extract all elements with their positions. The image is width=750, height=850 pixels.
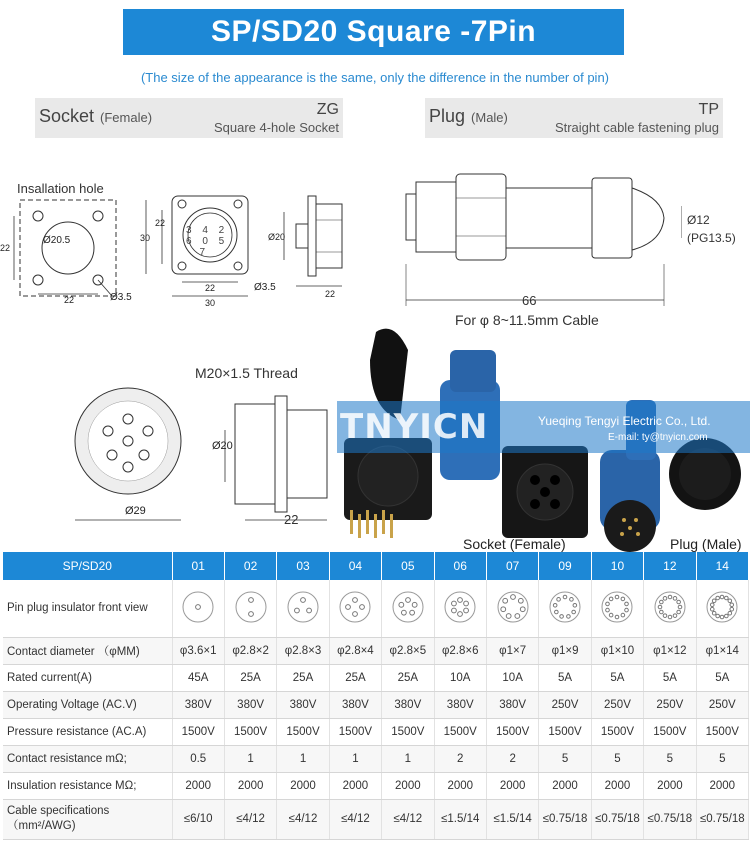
socket-type-box: [35, 98, 343, 138]
spec-cell: 380V: [224, 691, 276, 718]
spec-cell: 250V: [539, 691, 591, 718]
socket-width-22: 22: [205, 283, 216, 293]
spec-cell: ≤0.75/18: [644, 799, 696, 839]
spec-cell: 2000: [277, 772, 329, 799]
socket-width-30: 30: [205, 298, 216, 308]
pin-front-view-icon: [644, 580, 696, 637]
socket-description: Square 4-hole Socket: [213, 120, 339, 135]
spec-cell: 1500V: [224, 718, 276, 745]
spec-row: [3, 718, 749, 745]
spec-column-header: 02: [224, 552, 276, 580]
hole-small-label: Ø3.5: [110, 292, 132, 303]
spec-cell: 2000: [434, 772, 486, 799]
spec-cell: 1: [329, 745, 381, 772]
spec-column-header: 14: [696, 552, 748, 580]
spec-row-label: Cable specifications（mm²/AWG): [3, 799, 172, 839]
plug-description: Straight cable fastening plug: [554, 120, 719, 135]
spec-cell: 25A: [224, 664, 276, 691]
spec-cell: 5A: [644, 664, 696, 691]
plug-type-box: [425, 98, 723, 138]
brand-company: Yueqing Tengyi Electric Co., Ltd.: [538, 414, 711, 428]
pin-front-view-icon: [382, 580, 434, 637]
spec-cell: ≤6/10: [172, 799, 224, 839]
pin-front-view-icon: [591, 580, 643, 637]
spec-cell: ≤0.75/18: [591, 799, 643, 839]
spec-row-label: Contact diameter （φMM): [3, 637, 172, 664]
spec-column-header: 12: [644, 552, 696, 580]
socket-side-hole: Ø3.5: [254, 282, 276, 293]
spec-column-header: 07: [486, 552, 538, 580]
socket-side-drawing: [270, 190, 345, 300]
plug-gender: (Male): [471, 110, 508, 125]
spec-row-label: Insulation resistance MΩ;: [3, 772, 172, 799]
spec-cell: 2: [434, 745, 486, 772]
cable-note: For φ 8~11.5mm Cable: [455, 312, 599, 328]
spec-cell: 1500V: [329, 718, 381, 745]
spec-cell: 1500V: [644, 718, 696, 745]
spec-cell: φ1×14: [696, 637, 748, 664]
face-diameter-label: Ø29: [125, 505, 146, 517]
spec-cell: 0.5: [172, 745, 224, 772]
socket-gender: (Female): [100, 110, 153, 125]
spec-cell: 2000: [329, 772, 381, 799]
spec-cell: 1: [277, 745, 329, 772]
section-width-label: 22: [284, 512, 299, 527]
spec-header-label: SP/SD20: [3, 552, 172, 580]
plug-name: Plug (Male): [429, 106, 508, 126]
photo-plug-label: Plug (Male): [670, 536, 742, 552]
plug-pg-label: (PG13.5): [687, 231, 736, 245]
page-title: SP/SD20 Square -7Pin: [123, 9, 624, 55]
spec-cell: ≤4/12: [382, 799, 434, 839]
spec-column-header: 03: [277, 552, 329, 580]
spec-cell: 45A: [172, 664, 224, 691]
spec-row-label: Rated current(A): [3, 664, 172, 691]
spec-cell: 5: [539, 745, 591, 772]
spec-cell: 5A: [696, 664, 748, 691]
page-subtitle: (The size of the appearance is the same, only the difference in the number of pin): [140, 70, 610, 85]
spec-cell: 2000: [696, 772, 748, 799]
spec-cell: ≤4/12: [224, 799, 276, 839]
pin-front-view-icon: [172, 580, 224, 637]
spec-cell: 1500V: [486, 718, 538, 745]
spec-row-label: Pin plug insulator front view: [3, 580, 172, 637]
spec-cell: 380V: [329, 691, 381, 718]
spec-row-label: Pressure resistance (AC.A): [3, 718, 172, 745]
socket-name: Socket (Female): [39, 106, 153, 126]
hole-diameter-label: Ø20.5: [43, 235, 71, 246]
pin-front-view-icon: [696, 580, 748, 637]
spec-cell: 2000: [172, 772, 224, 799]
spec-cell: 25A: [277, 664, 329, 691]
spec-cell: φ2.8×3: [277, 637, 329, 664]
spec-cell: 380V: [382, 691, 434, 718]
photo-socket-label: Socket (Female): [463, 536, 566, 552]
spec-cell: φ1×7: [486, 637, 538, 664]
plug-side-drawing: [402, 168, 682, 308]
socket-height-30: 30: [140, 233, 151, 243]
spec-cell: 2000: [539, 772, 591, 799]
spec-cell: 5: [696, 745, 748, 772]
spec-cell: 2000: [644, 772, 696, 799]
spec-cell: 10A: [434, 664, 486, 691]
hole-width-label: 22: [64, 295, 75, 305]
spec-cell: 5: [644, 745, 696, 772]
socket-pin-numbers: 3 4 2 6 0 5 7: [186, 225, 229, 258]
spec-row: [3, 637, 749, 664]
spec-column-header: 09: [539, 552, 591, 580]
spec-column-header: 05: [382, 552, 434, 580]
plug-length-label: 66: [522, 293, 537, 308]
spec-cell: φ2.8×4: [329, 637, 381, 664]
spec-cell: 380V: [486, 691, 538, 718]
spec-cell: ≤4/12: [277, 799, 329, 839]
spec-cell: 1500V: [434, 718, 486, 745]
spec-cell: 2: [486, 745, 538, 772]
spec-cell: 1500V: [277, 718, 329, 745]
spec-row-label: Operating Voltage (AC.V): [3, 691, 172, 718]
spec-cell: 5A: [591, 664, 643, 691]
pin-front-view-icon: [539, 580, 591, 637]
spec-column-header: 01: [172, 552, 224, 580]
spec-table: [3, 552, 749, 840]
plug-dia-label: Ø12: [687, 213, 710, 227]
spec-cell: ≤0.75/18: [696, 799, 748, 839]
socket-height-22: 22: [155, 218, 166, 228]
spec-cell: 1: [382, 745, 434, 772]
plug-code: TP: [698, 101, 719, 118]
spec-column-header: 04: [329, 552, 381, 580]
pin-front-view-icon: [486, 580, 538, 637]
spec-cell: 2000: [591, 772, 643, 799]
spec-column-header: 06: [434, 552, 486, 580]
hole-height-label: 22: [0, 243, 11, 253]
spec-cell: φ2.8×6: [434, 637, 486, 664]
spec-row: [3, 691, 749, 718]
spec-cell: 1500V: [172, 718, 224, 745]
thread-label: M20×1.5 Thread: [195, 365, 298, 381]
spec-cell: 1500V: [539, 718, 591, 745]
pin-front-view-icon: [224, 580, 276, 637]
plug-face-drawing: [68, 385, 193, 525]
socket-side-dia: Ø20: [268, 232, 286, 242]
pin-front-view-icon: [277, 580, 329, 637]
spec-row-label: Contact resistance mΩ;: [3, 745, 172, 772]
installation-hole-label: Insallation hole: [17, 181, 104, 196]
spec-cell: φ1×12: [644, 637, 696, 664]
spec-cell: φ1×10: [591, 637, 643, 664]
section-dia-label: Ø20: [212, 440, 233, 452]
spec-row: [3, 799, 749, 839]
socket-side-22: 22: [325, 289, 336, 299]
spec-cell: 5: [591, 745, 643, 772]
spec-cell: φ1×9: [539, 637, 591, 664]
spec-cell: 250V: [644, 691, 696, 718]
spec-cell: 1500V: [696, 718, 748, 745]
spec-cell: 5A: [539, 664, 591, 691]
spec-cell: φ2.8×2: [224, 637, 276, 664]
spec-column-header: 10: [591, 552, 643, 580]
spec-table-header: [3, 552, 749, 580]
spec-cell: ≤1.5/14: [486, 799, 538, 839]
spec-cell: 250V: [591, 691, 643, 718]
spec-cell: 1: [224, 745, 276, 772]
spec-row: [3, 772, 749, 799]
brand-logo: TNYICN: [340, 407, 489, 447]
spec-cell: 10A: [486, 664, 538, 691]
spec-cell: ≤0.75/18: [539, 799, 591, 839]
socket-code: ZG: [316, 101, 339, 118]
spec-cell: φ2.8×5: [382, 637, 434, 664]
spec-cell: 1500V: [382, 718, 434, 745]
spec-cell: 25A: [329, 664, 381, 691]
spec-cell: 380V: [277, 691, 329, 718]
spec-cell: ≤4/12: [329, 799, 381, 839]
pin-front-view-icon: [329, 580, 381, 637]
spec-row: [3, 580, 749, 637]
brand-email: E-mail: ty@tnyicn.com: [608, 432, 708, 443]
pin-front-view-icon: [434, 580, 486, 637]
socket-section-drawing: [215, 390, 335, 530]
spec-cell: 1500V: [591, 718, 643, 745]
spec-cell: 2000: [382, 772, 434, 799]
spec-cell: 250V: [696, 691, 748, 718]
spec-cell: φ3.6×1: [172, 637, 224, 664]
spec-cell: 25A: [382, 664, 434, 691]
spec-row: [3, 664, 749, 691]
spec-cell: ≤1.5/14: [434, 799, 486, 839]
spec-row: [3, 745, 749, 772]
spec-cell: 2000: [486, 772, 538, 799]
spec-cell: 2000: [224, 772, 276, 799]
spec-cell: 380V: [434, 691, 486, 718]
spec-cell: 380V: [172, 691, 224, 718]
